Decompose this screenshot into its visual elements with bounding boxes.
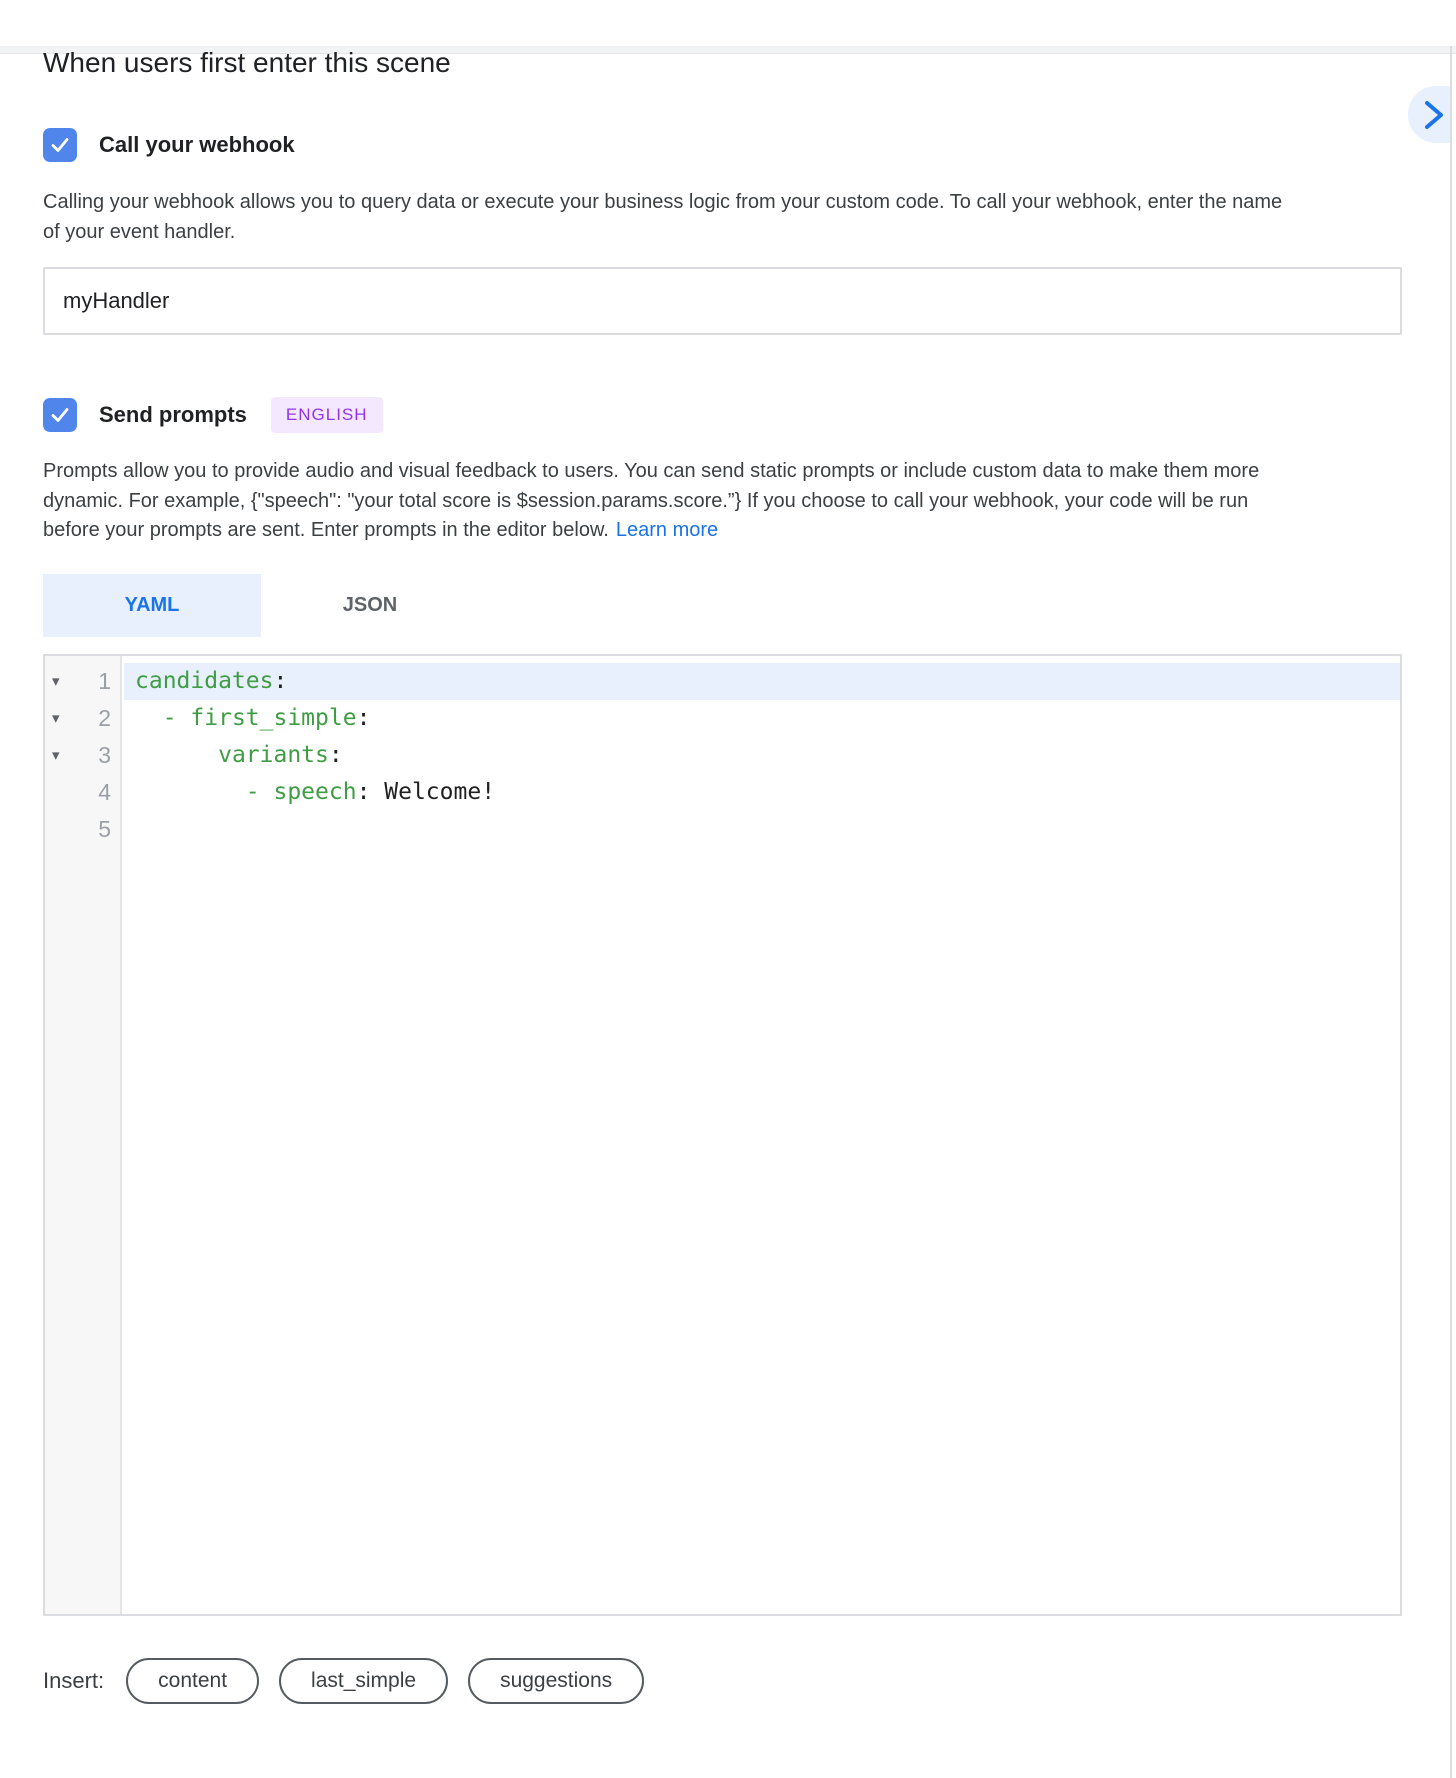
editor-code-lines: [45, 656, 1400, 848]
scene-enter-panel: [0, 46, 1456, 1704]
learn-more-link[interactable]: Learn more: [615, 519, 719, 541]
line-number: 3: [98, 741, 111, 768]
code-token: - speech: [245, 779, 357, 805]
line-number: 5: [98, 815, 111, 842]
gutter-cell: [45, 737, 124, 774]
code-token: [135, 705, 163, 731]
prompts-checkbox[interactable]: [43, 398, 77, 432]
event-handler-input[interactable]: [43, 267, 1402, 335]
code-token: :: [328, 742, 343, 768]
code-text[interactable]: [124, 774, 1400, 811]
code-line-2: [45, 700, 1400, 737]
page-title: When users first enter this scene: [43, 47, 451, 78]
insert-suggestions-button[interactable]: suggestions: [468, 1658, 644, 1704]
fold-toggle-icon[interactable]: ▾: [52, 672, 60, 690]
webhook-description: Calling your webhook allows you to query data or execute your business logic from your custom code. To call your webhook, enter the name of your event handler.: [43, 191, 1283, 243]
gutter-cell: [45, 774, 124, 811]
prompts-description-text: Prompts allow you to provide audio and visual feedback to users. You can send static prompts or include custom data to make them more dynamic. For example, {"speech": "your total score is $session.params.score.”} If you choose to call your webhook, your code will be run before your prompts are sent. Enter prompts in the editor below.: [43, 460, 1260, 541]
webhook-checkbox[interactable]: [43, 128, 77, 162]
code-token: :: [356, 779, 371, 805]
checkmark-icon: [48, 403, 72, 427]
code-text[interactable]: [124, 700, 1400, 737]
editor-tabs: [43, 574, 1402, 637]
line-number: 1: [98, 667, 111, 694]
fold-toggle-icon[interactable]: ▾: [52, 709, 60, 727]
prompts-row: [43, 397, 1402, 433]
line-number: 2: [98, 704, 111, 731]
gutter-cell: [45, 811, 124, 848]
insert-label: Insert:: [43, 1667, 105, 1693]
tab-yaml[interactable]: YAML: [43, 574, 261, 637]
code-text[interactable]: [124, 737, 1400, 774]
code-token: :: [356, 705, 371, 731]
code-line-5: [45, 811, 1400, 848]
code-token: :: [273, 668, 288, 694]
gutter-cell: [45, 700, 124, 737]
code-line-1: [45, 663, 1400, 700]
gutter-cell: [45, 663, 124, 700]
checkmark-icon: [48, 133, 72, 157]
insert-last_simple-button[interactable]: last_simple: [279, 1658, 448, 1704]
code-token: candidates: [135, 668, 274, 694]
line-number: 4: [98, 778, 111, 805]
code-token: [135, 742, 218, 768]
code-text[interactable]: [124, 811, 1400, 848]
prompts-description: [43, 457, 1285, 546]
language-badge: ENGLISH: [271, 397, 383, 433]
webhook-row: [43, 128, 1402, 162]
code-token: Welcome!: [370, 779, 496, 805]
insert-row: [43, 1658, 1402, 1704]
code-token: variants: [218, 742, 329, 768]
insert-content-button[interactable]: content: [126, 1658, 259, 1704]
prompt-code-editor[interactable]: [43, 654, 1402, 1616]
tab-json[interactable]: JSON: [342, 593, 398, 616]
fold-toggle-icon[interactable]: ▾: [52, 746, 60, 764]
code-line-3: [45, 737, 1400, 774]
code-text[interactable]: [124, 663, 1400, 700]
prompts-label: Send prompts: [99, 402, 247, 427]
code-token: - first_simple: [162, 705, 357, 731]
webhook-label: Call your webhook: [99, 132, 295, 157]
code-line-4: [45, 774, 1400, 811]
code-token: [135, 779, 246, 805]
